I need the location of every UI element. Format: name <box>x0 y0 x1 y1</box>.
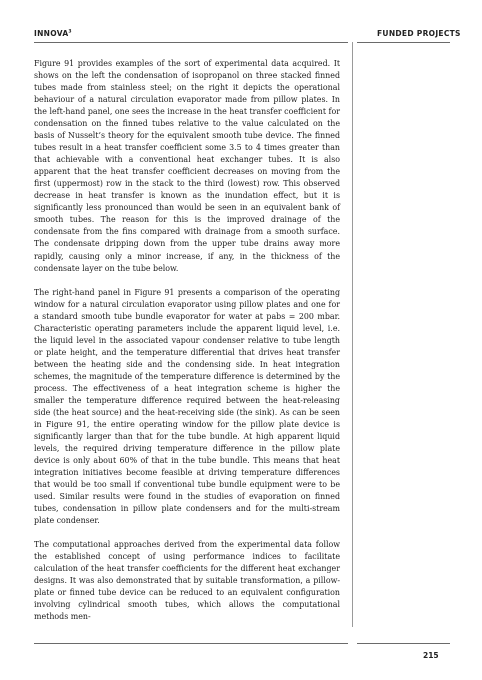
column-divider <box>352 42 353 627</box>
header-rule-left <box>34 42 348 43</box>
header-rule-right <box>357 42 450 43</box>
running-header-brand <box>34 29 72 38</box>
brand-superscript: 3 <box>68 29 72 35</box>
brand-name: INNOVA <box>34 29 69 38</box>
footer-rule-right <box>357 643 450 644</box>
page-number: 215 <box>423 651 439 660</box>
paragraph-3: The computational approaches derived from the experimental data follow the established concept of using performance indices to facilitate calculation of the heat transfer coefficients for the different heat exchanger designs. It was also demonstrated that by suitable transformation, a pillow-plate or finned tube device can be reduced to an equivalent configuration involving cylindrical smooth tubes, which allows the computational methods men- <box>34 540 340 622</box>
paragraph-1: Figure 91 provides examples of the sort of experimental data acquired. It shows on the left the condensation of isopropanol on three stacked finned tubes made from stainless steel; on the right it depicts the operational behaviour of a natural circulation evaporator made from pillow plates. In the left-hand panel, one sees the increase in the heat transfer coefficient for condensation on the finned tubes relative to the value calculated on the basis of Nusselt’s theory for the equivalent smooth tube device. The finned tubes result in a heat transfer coefficient some 3.5 to 4 times greater than that achievable with a conventional heat exchanger tubes. It is also apparent that the heat transfer coefficient decreases on moving from the first (uppermost) row in the stack to the third (lowest) row. This observed decrease in heat transfer is known as the inundation effect, but it is significantly less pronounced than would be seen in an equivalent bank of smooth tubes. The reason for this is the improved drainage of the condensate from the fins compared with drainage from a smooth surface. The condensate dripping down from the upper tube drains away more rapidly, causing only a minor increase, if any, in the thickness of the condensate layer on the tube below. <box>34 59 340 273</box>
running-header-section: FUNDED PROJECTS <box>377 29 461 38</box>
body-text <box>34 58 340 623</box>
footer-rule-left <box>34 643 348 644</box>
paragraph-2: The right-hand panel in Figure 91 presents a comparison of the operating window for a natural circulation evaporator using pillow plates and one for a standard smooth tube bundle evaporator for water at pabs = 200 mbar. Characteristic operating parameters include the apparent liquid level, i.e. the liquid level in the associated vapour condenser relative to tube length or plate height, and the temperature differential that drives heat transfer between the heating side and the condensing side. In heat integration schemes, the magnitude of the temperature difference is determined by the process. The effectiveness of a heat integration scheme is higher the smaller the temperature difference required between the heat-releasing side (the heat source) and the heat-receiving side (the sink). As can be seen in Figure 91, the entire operating window for the pillow plate device is significantly larger than that for the tube bundle. At high apparent liquid levels, the required driving temperature difference in the pillow plate device is only about 60% of that in the tube bundle. This means that heat integration initiatives become feasible at driving temperature differences that would be too small if conventional tube bundle equipment were to be used. Similar results were found in the studies of evaporation on finned tubes, condensation in pillow plate condensers and for the multi-stream plate condenser. <box>34 287 340 526</box>
